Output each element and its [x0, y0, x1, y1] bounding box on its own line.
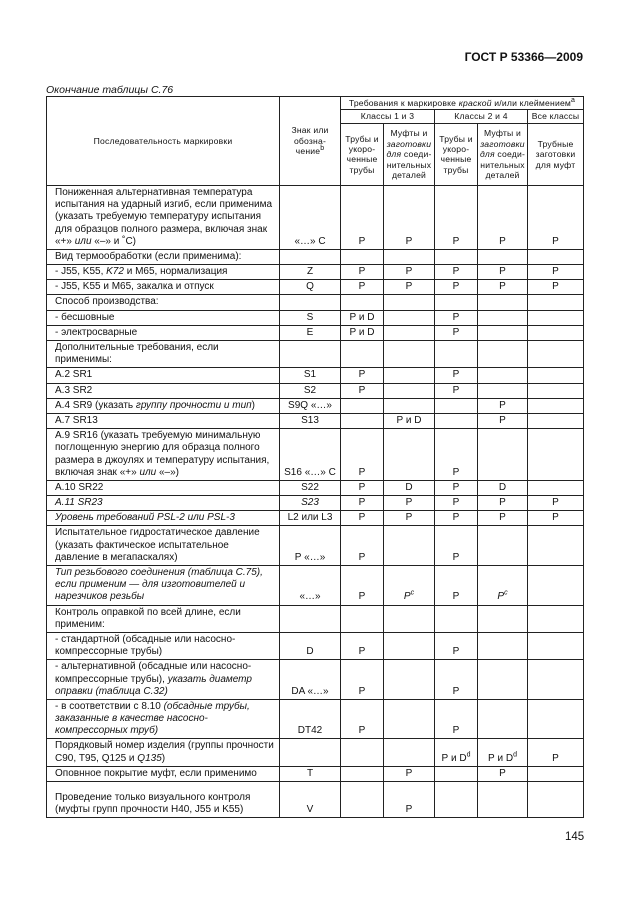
table-caption: Окончание таблицы С.76 [46, 84, 174, 96]
table-row: Проведение только визуального контроля (муфты групп прочности H40, J55 и K55) V Р [47, 782, 584, 818]
table-row: - альтернативной (обсадные или насосно-компрессорные трубы), указать диаметр оправки (таблица С.32) DA «…» Р Р [47, 660, 584, 700]
classes-24-header: Классы 2 и 4 [435, 110, 528, 123]
sub-tubes-2: Трубы и укоро-ченные трубы [435, 123, 478, 185]
requirements-header: Требования к маркировке краской и/или клеймением$^a$ [341, 97, 584, 110]
marking-table [46, 96, 584, 818]
all-classes-header: Все классы [528, 110, 584, 123]
table-row: Оповнное покрытие муфт, если применимо T Р Р [47, 766, 584, 781]
classes-13-header: Классы 1 и 3 [341, 110, 435, 123]
table-row: Вид термообработки (если применима): [47, 249, 584, 264]
table-row: Способ производства: [47, 295, 584, 310]
table-row: A.9 SR16 (указать требуемую минимальную поглощенную энергию для образца полного размера в джоулях и температуру испытания, включая знак «+» или «–») S16 «…» С Р Р [47, 429, 584, 481]
table-row: Порядковый номер изделия (группы прочности С90, Т95, Q125 и Q135) Р и $D^d$ Р и $D^d$ Р [47, 739, 584, 766]
table-row: Тип резьбового соединения (таблица С.75), если применим — для изготовителей и нарезчиков резьбы «…» Р $Р^с$ Р $Р^с$ [47, 566, 584, 606]
table-row: Пониженная альтернативная температура испытания на ударный изгиб, если применима (указать требуемую температуру испытания для образцов полного размера, включая знак «+» или «–» и ˚С) «…» С Р Р Р Р Р [47, 185, 584, 249]
table-row: A.2 SR1 S1 Р Р [47, 368, 584, 383]
table-row: A.10 SR22 S22 Р D Р D [47, 480, 584, 495]
header-row-1 [47, 97, 584, 110]
table-row: - стандартной (обсадные или насосно-компрессорные трубы) D Р Р [47, 632, 584, 659]
table-row: - J55, K55, K72 и M65, нормализация Z Р Р Р Р Р [47, 265, 584, 280]
table-row: Дополнительные требования, если применимы: [47, 341, 584, 368]
table-row: - электросварные E Р и D Р [47, 325, 584, 340]
table-row: Испытательное гидростатическое давление (указать фактическое испытательное давление в мегапаскалях) Р «…» Р Р [47, 526, 584, 566]
table-row: - J55, K55 и M65, закалка и отпуск Q Р Р Р Р Р [47, 280, 584, 295]
table-row: - бесшовные S Р и D Р [47, 310, 584, 325]
table-row: A.4 SR9 (указать группу прочности и тип) S9Q «…» Р [47, 398, 584, 413]
col-sequence-header: Последовательность маркировки [47, 97, 280, 186]
table-row: Контроль оправкой по всей длине, если применим: [47, 605, 584, 632]
table-row: Уровень требований PSL-2 или PSL-3 L2 или L3 Р Р Р Р Р [47, 511, 584, 526]
table-row: A.3 SR2 S2 Р Р [47, 383, 584, 398]
table-row: A.11 SR23 S23 Р Р Р Р Р [47, 496, 584, 511]
table-row: A.7 SR13 S13 Р и D Р [47, 413, 584, 428]
sub-all: Трубные заготовки для муфт [528, 123, 584, 185]
col-sign-header: Знак или обозна-чение$^b$ [280, 97, 341, 186]
sub-couplings-2: Муфты и заготовки для соеди-нительных деталей [478, 123, 528, 185]
table-row: - в соответствии с 8.10 (обсадные трубы, заказанные в качестве насосно-компрессорных труб) DT42 Р Р [47, 699, 584, 739]
standard-number: ГОСТ Р 53366—2009 [464, 50, 583, 64]
sub-tubes-1: Трубы и укоро-ченные трубы [341, 123, 384, 185]
page-number: 145 [565, 831, 585, 843]
sub-couplings-1: Муфты и заготовки для соеди-нительных деталей [384, 123, 435, 185]
